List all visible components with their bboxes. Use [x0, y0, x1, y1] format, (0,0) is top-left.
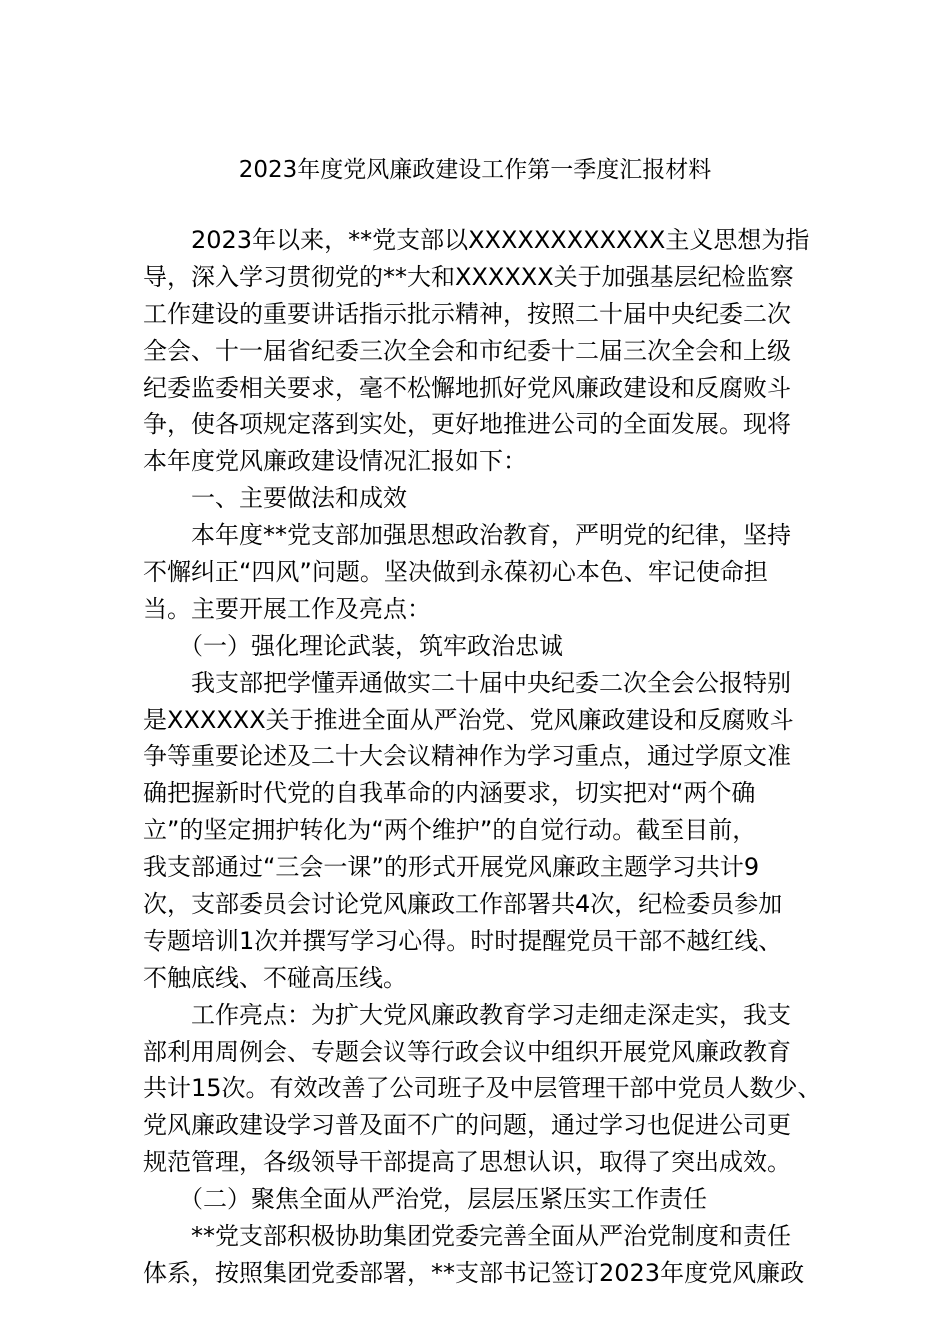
paragraph-line: 争，使各项规定落到实处，更好地推进公司的全面发展。现将	[143, 410, 791, 439]
paragraph-line: 共计15次。有效改善了公司班子及中层管理干部中党员人数少、	[143, 1074, 822, 1103]
document-title: 2023年度党风廉政建设工作第一季度汇报材料	[238, 157, 712, 183]
document-body	[143, 222, 823, 1292]
paragraph-line: 工作亮点：为扩大党风廉政教育学习走细走深走实，我支	[143, 1000, 791, 1029]
paragraph-line: 本年度**党支部加强思想政治教育，严明党的纪律，坚持	[143, 521, 791, 550]
paragraph-line: 一、主要做法和成效	[143, 484, 407, 513]
paragraph-line: （一）强化理论武装，筑牢政治忠诚	[143, 631, 563, 660]
paragraph-line: 专题培训1次并撰写学习心得。时时提醒党员干部不越红线、	[143, 926, 783, 955]
paragraph-line: 体系，按照集团党委部署，**支部书记签订2023年度党风廉政	[143, 1258, 805, 1287]
paragraph-line: 是XXXXXX关于推进全面从严治党、党风廉政建设和反腐败斗	[143, 705, 794, 734]
paragraph-line: 不触底线、不碰高压线。	[143, 963, 407, 992]
paragraph-line: 我支部把学懂弄通做实二十届中央纪委二次全会公报特别	[143, 668, 791, 697]
paragraph-line: 当。主要开展工作及亮点：	[143, 594, 431, 623]
paragraph-line: 导，深入学习贯彻党的**大和XXXXXX关于加强基层纪检监察	[143, 262, 794, 291]
paragraph-line: 工作建设的重要讲话指示批示精神，按照二十届中央纪委二次	[143, 299, 791, 328]
paragraph-line: 全会、十一届省纪委三次全会和市纪委十二届三次全会和上级	[143, 336, 791, 365]
paragraph-line: 次，支部委员会讨论党风廉政工作部署共4次，纪检委员参加	[143, 890, 783, 919]
paragraph-line: 纪委监委相关要求，毫不松懈地抓好党风廉政建设和反腐败斗	[143, 373, 791, 402]
paragraph-line: 2023年以来，**党支部以XXXXXXXXXXXX主义思想为指	[143, 226, 810, 254]
paragraph-line: 确把握新时代党的自我革命的内涵要求，切实把对“两个确	[143, 779, 756, 808]
paragraph-line: 部利用周例会、专题会议等行政会议中组织开展党风廉政教育	[143, 1037, 791, 1066]
paragraph-line: 本年度党风廉政建设情况汇报如下：	[143, 447, 527, 476]
paragraph-line: **党支部积极协助集团党委完善全面从严治党制度和责任	[143, 1222, 791, 1251]
paragraph-line: （二）聚焦全面从严治党，层层压紧压实工作责任	[143, 1185, 707, 1214]
paragraph-line: 争等重要论述及二十大会议精神作为学习重点，通过学原文准	[143, 742, 791, 771]
paragraph-line: 党风廉政建设学习普及面不广的问题，通过学习也促进公司更	[143, 1111, 791, 1140]
paragraph-line: 规范管理，各级领导干部提高了思想认识，取得了突出成效。	[143, 1148, 791, 1177]
paragraph-line: 不懈纠正“四风”问题。坚决做到永葆初心本色、牢记使命担	[143, 558, 768, 587]
paragraph-line: 立”的坚定拥护转化为“两个维护”的自觉行动。截至目前，	[143, 816, 757, 845]
paragraph-line: 我支部通过“三会一课”的形式开展党风廉政主题学习共计9	[143, 853, 760, 882]
